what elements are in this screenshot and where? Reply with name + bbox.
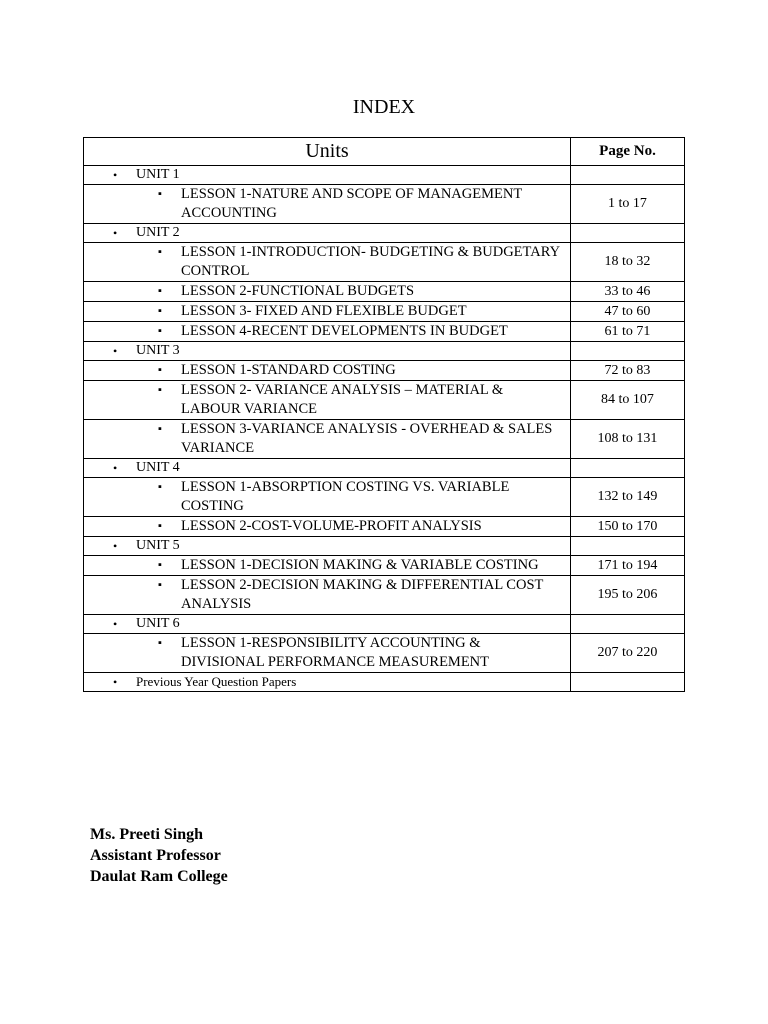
lesson-label: LESSON 2- VARIANCE ANALYSIS – MATERIAL & LABOUR VARIANCE (181, 382, 504, 417)
square-bullet-icon: ▪ (158, 384, 162, 396)
table-row (84, 381, 685, 420)
lesson-entry (84, 381, 570, 419)
lesson-label: LESSON 3- FIXED AND FLEXIBLE BUDGET (181, 303, 467, 319)
table-row (84, 166, 685, 185)
lesson-label: LESSON 1-DECISION MAKING & VARIABLE COSTING (181, 557, 539, 573)
unit-cell (84, 459, 571, 478)
square-bullet-icon: ▪ (158, 364, 162, 376)
round-bullet-icon: • (113, 539, 118, 553)
round-bullet-icon: • (113, 675, 118, 689)
lesson-entry (84, 361, 570, 380)
lesson-cell (84, 322, 571, 342)
page-range-cell (571, 673, 685, 692)
lesson-label: LESSON 1-RESPONSIBILITY ACCOUNTING & DIVISIONAL PERFORMANCE MEASUREMENT (181, 635, 490, 670)
page-range-cell: 195 to 206 (571, 576, 685, 615)
unit-entry (84, 537, 570, 555)
table-row (84, 537, 685, 556)
lesson-entry (84, 517, 570, 536)
square-bullet-icon: ▪ (158, 246, 162, 258)
table-header-row (84, 138, 685, 166)
page-range-cell (571, 342, 685, 361)
lesson-entry (84, 185, 570, 223)
square-bullet-icon: ▪ (158, 305, 162, 317)
unit-entry (84, 224, 570, 242)
unit-entry (84, 166, 570, 184)
table-row (84, 185, 685, 224)
unit-entry (84, 459, 570, 477)
unit-cell (84, 537, 571, 556)
lesson-label: LESSON 4-RECENT DEVELOPMENTS IN BUDGET (181, 323, 508, 339)
square-bullet-icon: ▪ (158, 285, 162, 297)
lesson-cell (84, 243, 571, 282)
lesson-cell (84, 634, 571, 673)
page-range-cell: 207 to 220 (571, 634, 685, 673)
lesson-cell (84, 302, 571, 322)
lesson-entry (84, 243, 570, 281)
lesson-entry (84, 302, 570, 321)
lesson-entry (84, 420, 570, 458)
page-range-cell (571, 459, 685, 478)
square-bullet-icon: ▪ (158, 481, 162, 493)
table-row (84, 243, 685, 282)
table-row (84, 420, 685, 459)
lesson-cell (84, 556, 571, 576)
round-bullet-icon: • (113, 226, 118, 240)
table-row (84, 342, 685, 361)
unit-label: UNIT 5 (136, 538, 180, 553)
page-range-cell: 18 to 32 (571, 243, 685, 282)
author-designation: Assistant Professor (90, 847, 221, 864)
round-bullet-icon: • (113, 617, 118, 631)
square-bullet-icon: ▪ (158, 559, 162, 571)
table-row (84, 302, 685, 322)
author-institution: Daulat Ram College (90, 868, 228, 885)
lesson-cell (84, 361, 571, 381)
unit-label: UNIT 4 (136, 460, 180, 475)
table-row (84, 517, 685, 537)
index-table (83, 137, 685, 692)
lesson-entry (84, 576, 570, 614)
table-row (84, 224, 685, 243)
table-row (84, 282, 685, 302)
unit-cell (84, 224, 571, 243)
lesson-entry (84, 322, 570, 341)
lesson-label: LESSON 2-COST-VOLUME-PROFIT ANALYSIS (181, 518, 482, 534)
lesson-entry (84, 282, 570, 301)
lesson-entry (84, 556, 570, 575)
lesson-cell (84, 420, 571, 459)
table-row (84, 361, 685, 381)
unit-label: UNIT 2 (136, 225, 180, 240)
page-range-cell: 72 to 83 (571, 361, 685, 381)
lesson-cell (84, 576, 571, 615)
square-bullet-icon: ▪ (158, 520, 162, 532)
signature-block (90, 824, 228, 887)
page-range-cell: 150 to 170 (571, 517, 685, 537)
misc-cell (84, 673, 571, 692)
table-row (84, 556, 685, 576)
unit-label: UNIT 1 (136, 167, 180, 182)
unit-cell (84, 615, 571, 634)
page-range-cell (571, 224, 685, 243)
square-bullet-icon: ▪ (158, 325, 162, 337)
lesson-label: LESSON 3-VARIANCE ANALYSIS - OVERHEAD & SALES VARIANCE (181, 421, 553, 456)
page-range-cell: 108 to 131 (571, 420, 685, 459)
misc-entry (84, 673, 570, 691)
page-range-cell (571, 537, 685, 556)
square-bullet-icon: ▪ (158, 423, 162, 435)
page-range-cell: 33 to 46 (571, 282, 685, 302)
index-table-body (84, 166, 685, 692)
lesson-label: LESSON 1-INTRODUCTION- BUDGETING & BUDGETARY CONTROL (181, 244, 560, 279)
unit-cell (84, 342, 571, 361)
square-bullet-icon: ▪ (158, 579, 162, 591)
page-range-cell: 132 to 149 (571, 478, 685, 517)
lesson-label: LESSON 1-NATURE AND SCOPE OF MANAGEMENT ACCOUNTING (181, 186, 522, 221)
lesson-entry (84, 478, 570, 516)
misc-label: Previous Year Question Papers (136, 674, 297, 689)
table-row (84, 478, 685, 517)
square-bullet-icon: ▪ (158, 188, 162, 200)
lesson-entry (84, 634, 570, 672)
unit-entry (84, 615, 570, 633)
table-row (84, 459, 685, 478)
lesson-cell (84, 517, 571, 537)
lesson-label: LESSON 2-FUNCTIONAL BUDGETS (181, 283, 415, 299)
round-bullet-icon: • (113, 168, 118, 182)
unit-entry (84, 342, 570, 360)
page-range-cell: 171 to 194 (571, 556, 685, 576)
table-row (84, 615, 685, 634)
round-bullet-icon: • (113, 461, 118, 475)
lesson-label: LESSON 2-DECISION MAKING & DIFFERENTIAL COST ANALYSIS (181, 577, 544, 612)
lesson-cell (84, 282, 571, 302)
page-no-column-header: Page No. (571, 138, 685, 166)
page-range-cell: 1 to 17 (571, 185, 685, 224)
table-row (84, 673, 685, 692)
page-range-cell (571, 166, 685, 185)
table-row (84, 322, 685, 342)
page-range-cell (571, 615, 685, 634)
lesson-cell (84, 478, 571, 517)
table-row (84, 576, 685, 615)
unit-label: UNIT 3 (136, 343, 180, 358)
table-row (84, 634, 685, 673)
units-column-header: Units (84, 138, 571, 166)
lesson-cell (84, 381, 571, 420)
lesson-cell (84, 185, 571, 224)
page-title: INDEX (352, 96, 416, 118)
page-range-cell: 84 to 107 (571, 381, 685, 420)
square-bullet-icon: ▪ (158, 637, 162, 649)
unit-label: UNIT 6 (136, 616, 180, 631)
lesson-label: LESSON 1-ABSORPTION COSTING VS. VARIABLE COSTING (181, 479, 510, 514)
unit-cell (84, 166, 571, 185)
page-range-cell: 47 to 60 (571, 302, 685, 322)
lesson-label: LESSON 1-STANDARD COSTING (181, 362, 396, 378)
round-bullet-icon: • (113, 344, 118, 358)
page-range-cell: 61 to 71 (571, 322, 685, 342)
author-name: Ms. Preeti Singh (90, 826, 204, 843)
